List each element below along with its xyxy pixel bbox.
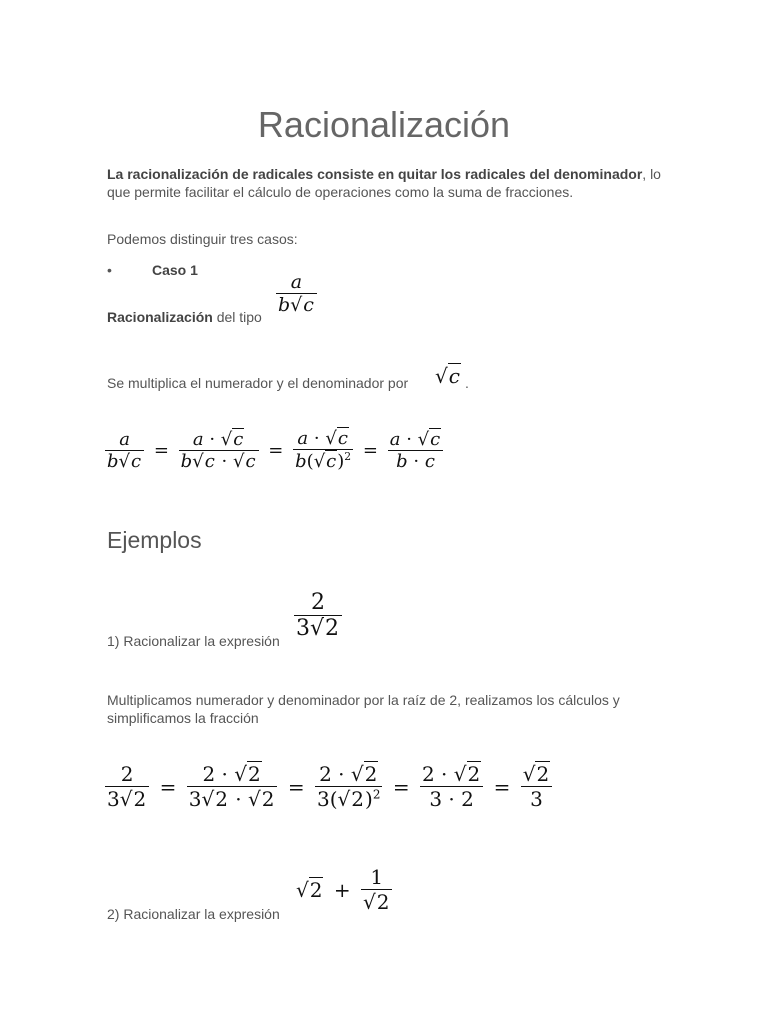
multiply-text: Se multiplica el numerador y el denominador por [107,375,409,391]
multiply-end: . [465,375,469,391]
case1-type-line [107,308,407,326]
page-title: Racionalización [257,104,511,145]
case1-type-bold: Racionalización [107,309,213,325]
bullet-icon: • [107,262,112,278]
example1-explanation: Multiplicamos numerador y denominador por la raíz de 2, realizamos los cálculos y simplificamos la fracción [107,692,620,726]
cases-intro: Podemos distinguir tres casos: [107,231,298,247]
example1-label: 1) Racionalizar la expresión [107,633,280,649]
case1-label: Caso 1 [152,262,198,278]
example1-derivation: $\frac{2}{3√2}$ = $\frac{2 \cdot √2}{3√2 \cdot √2}$ = $\frac{2 \cdot √2}{3(√2)^2}$ = $\frac{2 \cdot √2}{3 \cdot 2}$ = $\frac{√2}{3}$ [105,762,552,811]
example2-expression: √2 + $\frac{1}{√2}$ [296,865,392,914]
example1-expression: $\frac{2}{3√2}$ [294,590,342,641]
case1-type-rest: del tipo [212,309,262,325]
case1-derivation: $\frac{a}{b√c}$ = $\frac{a \cdot √c}{b√c \cdot √c}$ = $\frac{a \cdot √c}{b(√c)^2}$ = $\frac{a \cdot √c}{b \cdot c}$ [105,428,443,472]
intro-rest-text: , lo que permite facilitar el cálculo de operaciones como la suma de fracciones. [107,166,661,200]
multiply-sqrt: √c [435,364,460,388]
examples-heading: Ejemplos [107,527,202,553]
intro-paragraph [107,165,667,201]
intro-bold-text: La racionalización de radicales consiste en quitar los radicales del denominador [107,166,643,182]
case1-expression: $\frac{a}{b√c}$ [276,271,317,316]
example2-label: 2) Racionalizar la expresión [107,906,280,922]
